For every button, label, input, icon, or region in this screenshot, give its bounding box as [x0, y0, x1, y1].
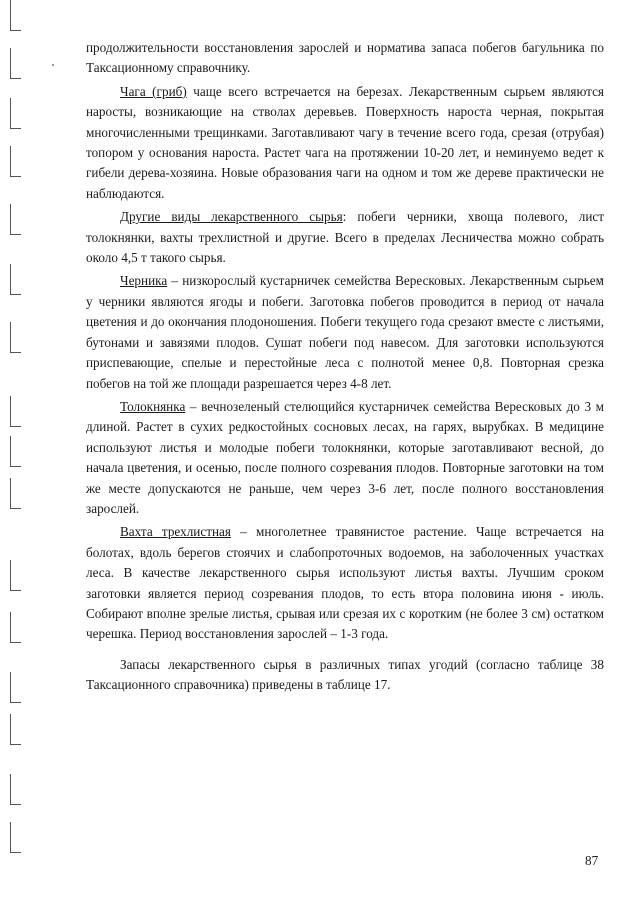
scan-speck [52, 64, 54, 66]
paragraph-text: – низкорослый кустарничек семейства Вересковых. Лекарственным сырьем у черники являются ягоды и побеги. Заготовка побегов проводится в период от начала цветения и до окончания плодоношения. Побеги текущего года срезают вместе с листьями, бутонами и завязями плодов. Сушат побеги под навесом. Для заготовки используются приспевающие, спелые и перестойные леса с полнотой менее 0,8. Повторная срезка побегов на той же площади разрешается через 4-8 лет. [86, 273, 604, 391]
paragraph-text: продолжительности восстановления зарослей и норматива запаса побегов багульника по Таксационному справочнику. [86, 40, 604, 76]
binding-mark [10, 146, 21, 177]
binding-mark [10, 714, 21, 745]
binding-mark [10, 204, 21, 235]
paragraph-other-species [86, 207, 604, 268]
term-heading: Чага (гриб) [120, 83, 187, 99]
binding-mark [10, 560, 21, 591]
binding-mark [10, 436, 21, 467]
term-heading: Вахта трехлистная [120, 524, 231, 540]
page-number: 87 [585, 853, 599, 868]
term-heading: Толокнянка [120, 398, 186, 414]
binding-mark [10, 774, 21, 805]
binding-mark [10, 322, 21, 353]
paragraph-bogbean [86, 522, 604, 644]
paragraph-bilberry [86, 271, 604, 393]
paragraph-text: : побеги черники, хвоща полевого, лист толокнянки, вахты трехлистной и другие. Всего в пределах Лесничества можно собрать около 4,5 т такого сырья. [86, 209, 604, 266]
binding-mark [10, 672, 21, 703]
binding-mark [10, 478, 21, 509]
binding-mark [10, 0, 21, 31]
paragraph-text: чаще всего встречается на березах. Лекарственным сырьем являются наросты, возникающие на стволах деревьев. Поверхность нароста черная, покрытая многочисленными трещинками. Заготавливают чагу в течение всего года, срезая (отрубая) топором у основания нароста. Растет чага на протяжении 10-20 лет, и неминуемо ведет к гибели дерева-хозяина. Новые образования чаги на одном и том же дереве практически не наблюдаются. [86, 83, 604, 201]
term-heading: Черника [120, 273, 168, 289]
binding-mark [10, 822, 21, 853]
binding-marks [10, 0, 24, 905]
paragraph-bearberry [86, 397, 604, 519]
paragraph-continuation [86, 38, 604, 79]
paragraph-text: – вечнозеленый стелющийся кустарничек семейства Вересковых до 3 м длиной. Растет в сухих редкостойных сосновых лесах, на гарях, вырубках. В медицине используют листья и молодые побеги толокнянки, которые заготавливают весной, до начала цветения, и осенью, после полного созревания плодов. Повторные заготовки на том же месте допускаются не раньше, чем через 3-6 лет, после полного восстановления зарослей. [86, 398, 604, 516]
paragraph-text: Запасы лекарственного сырья в различных типах угодий (согласно таблице 38 Таксационного справочника) приведены в таблице 17. [86, 656, 604, 693]
binding-mark [10, 98, 21, 129]
paragraph-chaga [86, 82, 604, 204]
binding-mark [10, 396, 21, 427]
body-text [86, 38, 604, 696]
paragraph-text: – многолетнее травянистое растение. Чаще встречается на болотах, вдоль берегов стоячих и слабопроточных водоемов, на заболоченных участках леса. В качестве лекарственного сырья используют листья вахты. Лучшим сроком заготовки является период созревания плодов, то есть втора половина июня - июль. Собирают вполне зрелые листья, срывая или срезая их с коротким (не более 3 см) остатком черешка. Период восстановления зарослей – 1-3 года. [86, 524, 604, 642]
binding-mark [10, 612, 21, 643]
term-heading: Другие виды лекарственного сырья [120, 209, 343, 225]
binding-mark [10, 48, 21, 79]
paragraph-reserves [86, 655, 604, 696]
binding-mark [10, 264, 21, 295]
